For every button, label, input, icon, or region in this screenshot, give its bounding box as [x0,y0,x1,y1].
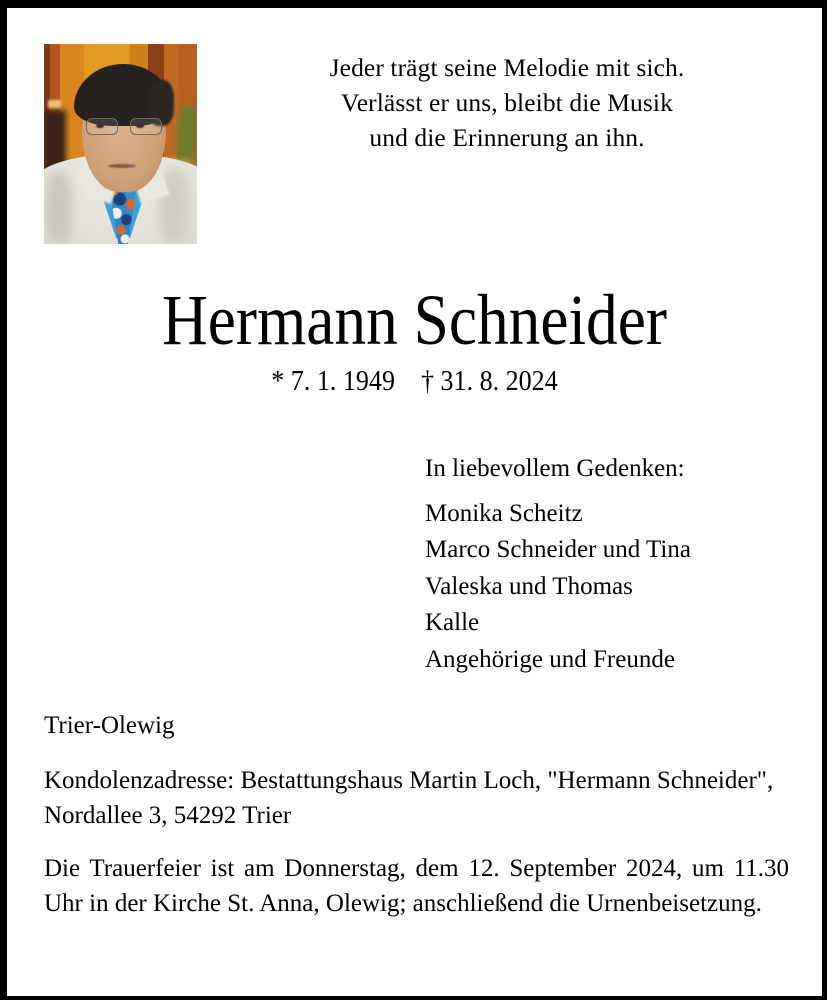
details-block [44,708,789,921]
photo-jacket-shadow-left [46,172,72,244]
notice-inner [7,8,822,996]
life-dates [36,365,794,399]
photo-eye-right [136,124,144,128]
quote-line-3: und die Erinnerung an ihn. [369,123,645,152]
memorial-quote [207,50,807,155]
birth-date: 7. 1. 1949 [290,366,395,397]
mourners-list [425,496,815,679]
photo-mouth [108,164,136,168]
mourner-name: Monika Scheitz [425,499,583,527]
quote-line-2: Verlässt er uns, bleibt die Musik [341,88,673,117]
funeral-service-info: Die Trauerfeier ist am Donnerstag, dem 12. September 2024, um 11.30 Uhr in der Kirche St. Anna, Olewig; anschließend die Urnenbeisetzung. [44,855,789,917]
place-name: Trier-Olewig [44,712,175,739]
deceased-name: Hermann Schneider [162,280,667,360]
quote-line-1: Jeder trägt seine Melodie mit sich. [329,53,685,82]
death-symbol: † [421,366,435,397]
photo-lamp-highlight [48,100,61,109]
mourner-name: Angehörige und Freunde [425,645,675,673]
photo-plant [177,106,197,164]
portrait-photo [44,44,197,244]
mourners-block [425,451,815,678]
photo-eye-left [96,124,104,128]
birth-symbol: * [271,366,285,397]
header-area [7,8,822,258]
death-date: 31. 8. 2024 [440,366,558,397]
condolence-address: Kondolenzadresse: Bestattungshaus Martin Loch, "Hermann Schneider", Nordallee 3, 54292 Trier [44,767,774,829]
mourners-heading: In liebevollem Gedenken: [425,455,685,482]
mourner-name: Valeska und Thomas [425,572,633,600]
mourner-name: Kalle [425,609,480,636]
mourner-name: Marco Schneider und Tina [425,536,691,563]
